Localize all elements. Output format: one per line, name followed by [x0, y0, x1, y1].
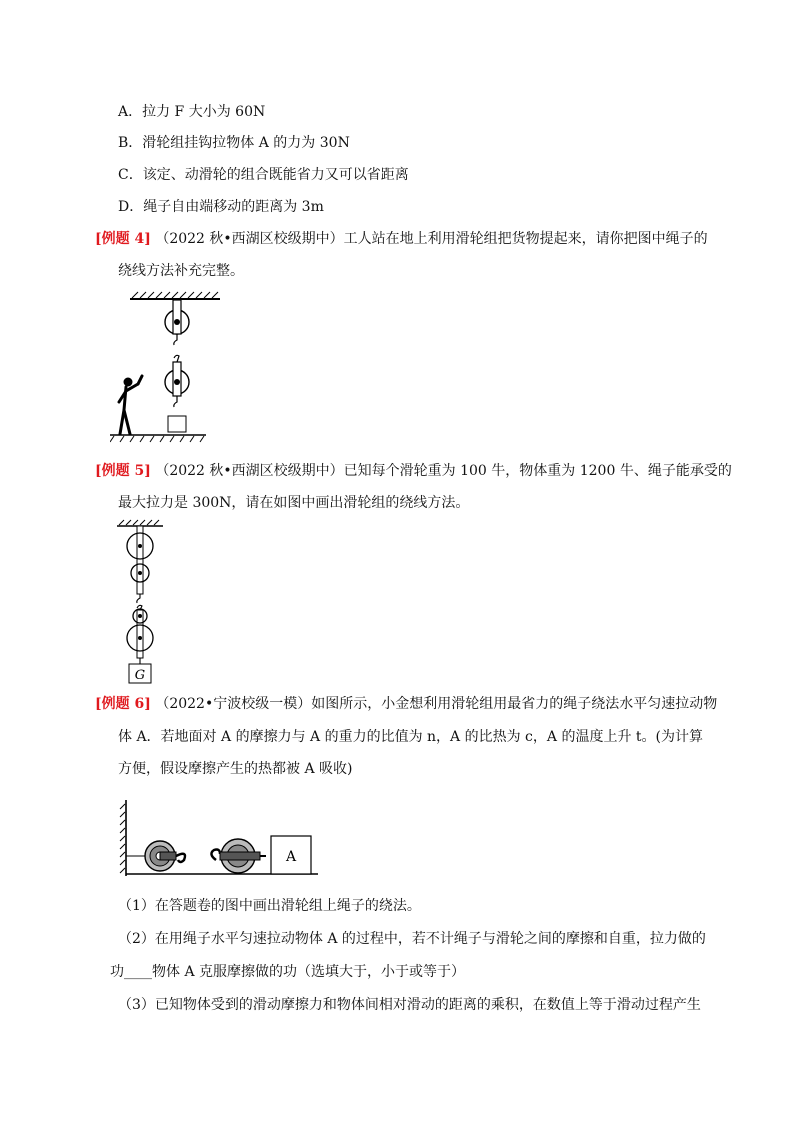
option-a: A．拉力 F 大小为 60N: [118, 104, 266, 120]
weight-label: G: [134, 668, 146, 683]
example6-tag: [例题 6]: [95, 696, 151, 712]
example4-line2: 绕线方法补充完整。: [118, 263, 244, 279]
example5-pulley-figure: [115, 518, 165, 686]
example6-text1: （2022•宁波校级一模）如图所示，小金想利用滑轮组用最省力的绳子绕法水平匀速拉动物: [155, 696, 718, 712]
example4-tag: [例题 4]: [95, 231, 151, 247]
example6-q2-line1: （2）在用绳子水平匀速拉动物体 A 的过程中，若不计绳子与滑轮之间的摩擦和自重，拉力做的: [118, 931, 706, 947]
option-b: B．滑轮组挂钩拉物体 A 的力为 30N: [118, 135, 350, 151]
example5-tag: [例题 5]: [95, 463, 151, 479]
example6-line2: 体 A．若地面对 A 的摩擦力与 A 的重力的比值为 n，A 的比热为 c，A 的温度上升 t。(为计算: [118, 729, 703, 745]
person-figure: [119, 376, 142, 434]
example4-line1: [95, 230, 708, 248]
option-c: C．该定、动滑轮的组合既能省力又可以省距离: [118, 167, 409, 183]
example6-pulley-figure: [118, 796, 318, 878]
example6-q1: （1）在答题卷的图中画出滑轮组上绳子的绕法。: [118, 898, 421, 914]
example6-line3: 方便，假设摩擦产生的热都被 A 吸收): [118, 761, 353, 777]
example6-q2-line2: 功____物体 A 克服摩擦做的功（选填大于，小于或等于）: [110, 964, 466, 980]
option-d: D．绳子自由端移动的距离为 3m: [118, 199, 324, 215]
example4-pulley-figure: [110, 290, 220, 445]
example6-q3: （3）已知物体受到的滑动摩擦力和物体间相对滑动的距离的乘积，在数值上等于滑动过程产生: [118, 997, 701, 1013]
example5-text1: （2022 秋•西湖区校级期中）已知每个滑轮重为 100 牛，物体重为 1200 牛、绳子能承受的: [155, 463, 732, 479]
block-a-label: A: [285, 849, 297, 865]
example4-text1: （2022 秋•西湖区校级期中）工人站在地上利用滑轮组把货物提起来，请你把图中绳子的: [155, 231, 708, 247]
example6-line1: [95, 695, 717, 713]
example5-line2: 最大拉力是 300N，请在如图中画出滑轮组的绕线方法。: [118, 495, 470, 511]
example5-line1: [95, 462, 732, 480]
